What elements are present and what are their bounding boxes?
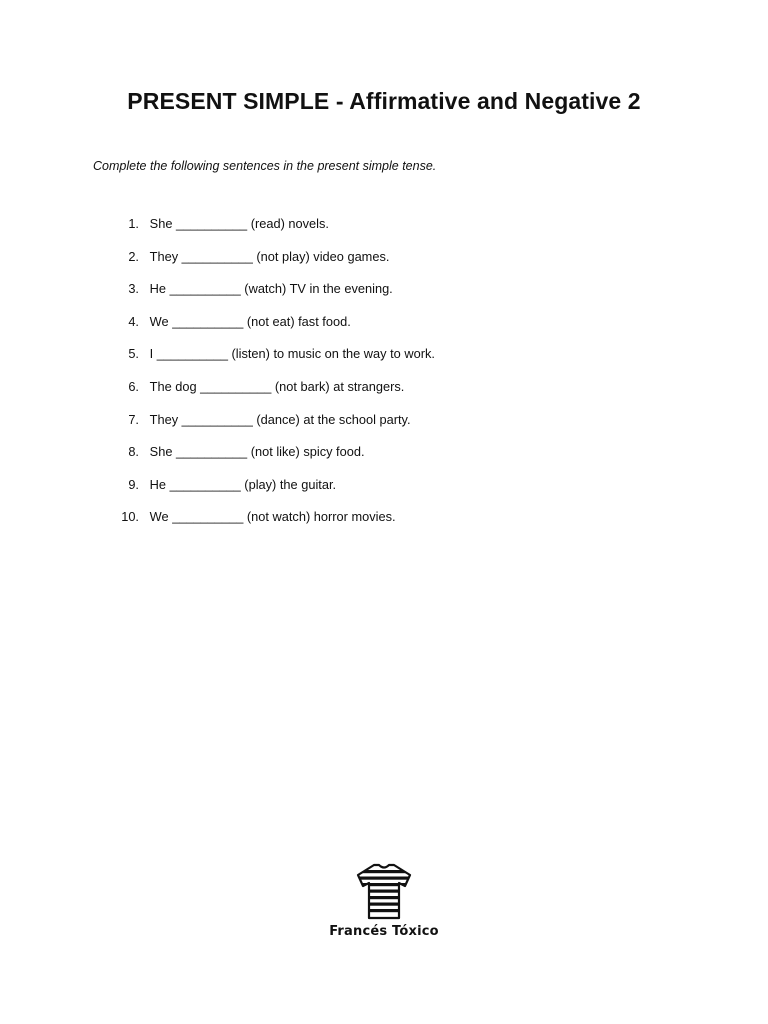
exercise-list xyxy=(108,214,435,540)
exercise-number: 4. xyxy=(128,313,139,329)
exercise-sentence: She __________ (not like) spicy food. xyxy=(149,444,365,460)
exercise-sentence: They __________ (dance) at the school party. xyxy=(149,411,411,427)
exercise-item xyxy=(108,312,435,345)
exercise-number: 10. xyxy=(121,509,139,525)
exercise-number: 1. xyxy=(128,216,139,231)
exercise-sentence: I __________ (listen) to music on the way to work. xyxy=(149,346,435,362)
exercise-number: 8. xyxy=(128,444,139,460)
exercise-number: 2. xyxy=(128,248,139,264)
page-title: PRESENT SIMPLE - Affirmative and Negative 2 xyxy=(127,88,641,114)
exercise-sentence: We __________ (not watch) horror movies. xyxy=(149,509,396,525)
exercise-number: 7. xyxy=(128,411,139,427)
exercise-item xyxy=(108,377,435,410)
exercise-sentence: The dog __________ (not bark) at strangers. xyxy=(149,378,405,394)
exercise-item xyxy=(108,344,435,377)
striped-shirt-icon xyxy=(355,862,413,920)
instructions-text: Complete the following sentences in the present simple tense. xyxy=(93,159,437,173)
brand-logo xyxy=(0,862,768,939)
exercise-number: 5. xyxy=(128,346,139,362)
exercise-item xyxy=(108,475,435,508)
exercise-number: 6. xyxy=(128,378,139,394)
exercise-item xyxy=(108,247,435,280)
exercise-number: 3. xyxy=(128,281,139,297)
exercise-item xyxy=(108,279,435,312)
exercise-sentence: We __________ (not eat) fast food. xyxy=(149,313,351,329)
exercise-number: 9. xyxy=(128,476,139,492)
exercise-sentence: He __________ (play) the guitar. xyxy=(149,476,337,492)
exercise-sentence: She __________ (read) novels. xyxy=(149,216,329,231)
brand-name: Francés Tóxico xyxy=(329,924,439,939)
exercise-item xyxy=(108,507,435,540)
exercise-item xyxy=(108,214,435,247)
exercise-item xyxy=(108,442,435,475)
exercise-sentence: He __________ (watch) TV in the evening. xyxy=(149,281,393,297)
exercise-sentence: They __________ (not play) video games. xyxy=(149,248,390,264)
exercise-item xyxy=(108,410,435,443)
